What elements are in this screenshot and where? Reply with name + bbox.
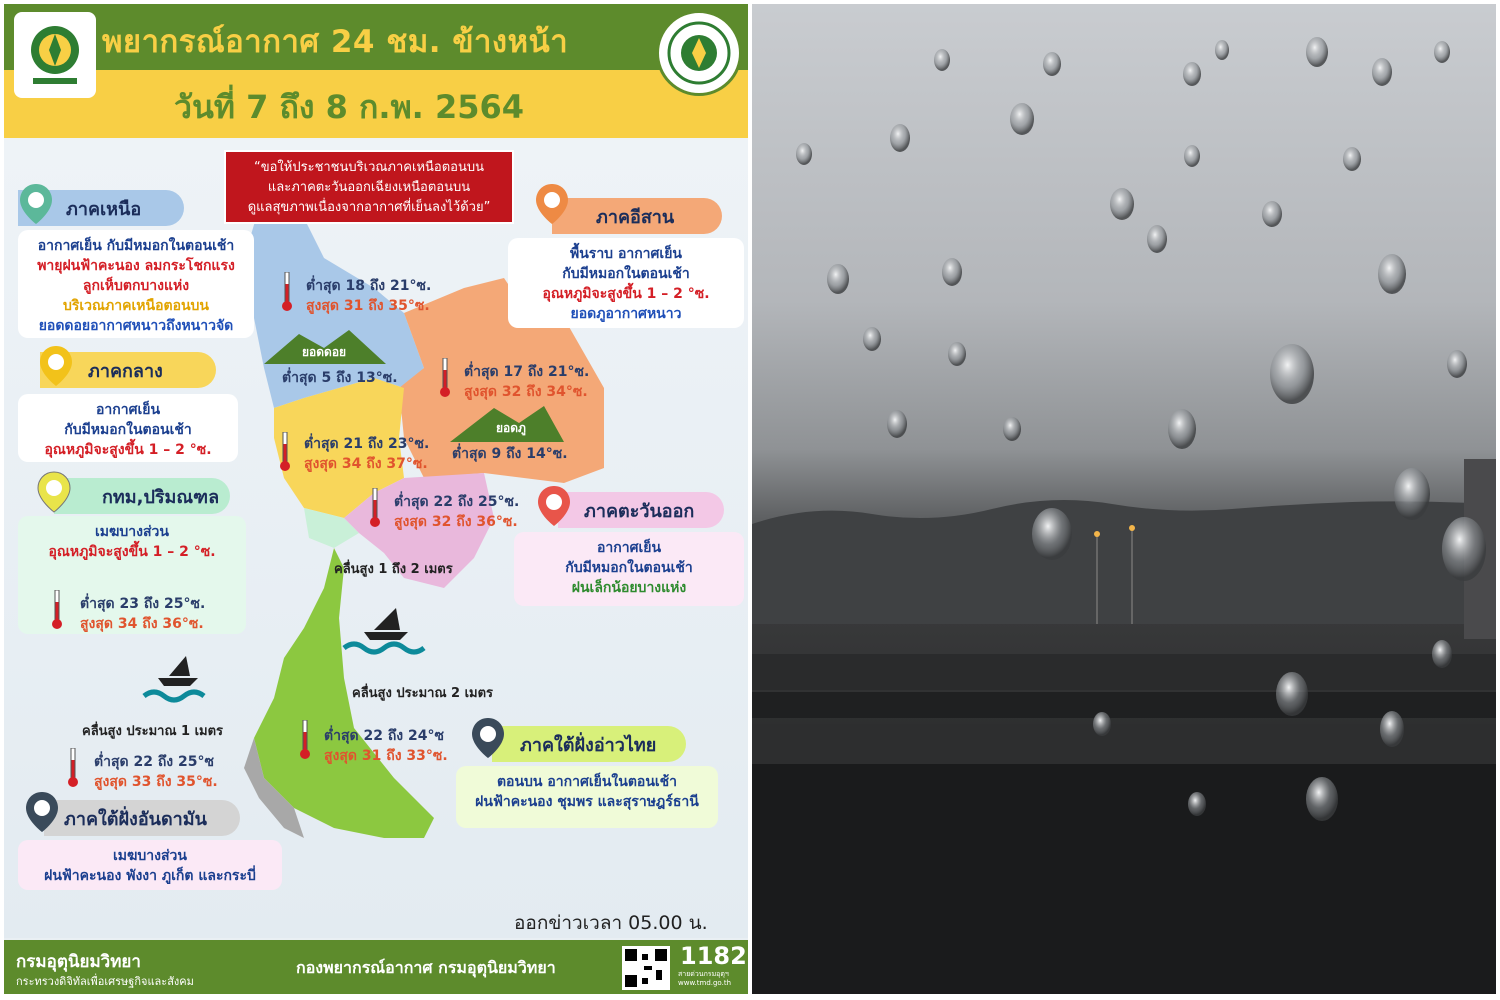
thermometer-icon (370, 488, 380, 528)
footer-division: กองพยากรณ์อากาศ กรมอุตุนิยมวิทยา (296, 958, 556, 977)
location-pin-icon (534, 182, 570, 226)
central-info: อากาศเย็น กับมีหมอกในตอนเช้า อุณหภูมิจะสูงขึ้น 1 – 2 °ซ. (18, 394, 238, 462)
bangkok-info: เมฆบางส่วน อุณหภูมิจะสูงขึ้น 1 – 2 °ซ. (18, 516, 246, 634)
andaman-wave-icon (144, 656, 204, 700)
location-pin-icon (38, 344, 74, 388)
location-pin-icon (536, 484, 572, 528)
thermometer-icon (280, 432, 290, 472)
footer-ministry: กระทรวงดิจิทัลเพื่อเศรษฐกิจและสังคม (16, 975, 194, 988)
north-temp: ต่ำสุด 18 ถึง 21°ซ. สูงสุด 31 ถึง 35°ซ. (306, 278, 432, 314)
location-pin-icon (24, 790, 60, 834)
gulf-lower-wave-label: คลื่นสูง ประมาณ 2 เมตร (352, 686, 494, 701)
footer-org: กรมอุตุนิยมวิทยา (16, 952, 141, 972)
gulf-wave-icon (344, 608, 424, 652)
north-header: ภาคเหนือ (18, 190, 184, 226)
south-andaman-header: ภาคใต้ฝั่งอันดามัน (44, 800, 240, 836)
south-andaman-temp: ต่ำสุด 22 ถึง 25°ซ สูงสุด 33 ถึง 35°ซ. (94, 754, 218, 790)
bangkok-temp: ต่ำสุด 23 ถึง 25°ซ. สูงสุด 34 ถึง 36°ซ. (80, 596, 206, 632)
location-pin-icon (470, 716, 506, 760)
qr-code-icon (622, 946, 670, 990)
footer (4, 940, 748, 994)
central-header: ภาคกลาง (40, 352, 216, 388)
bangkok-header: กทม,ปริมณฑล (54, 478, 230, 514)
thermometer-icon (68, 748, 78, 788)
rainy-window-photo (752, 4, 1496, 994)
thermometer-icon (52, 590, 62, 630)
hotline-info: สายด่วนกรมอุตุฯ www.tmd.go.th (678, 970, 731, 987)
andaman-wave-label: คลื่นสูง ประมาณ 1 เมตร (82, 724, 224, 739)
forecast-date: วันที่ 7 ถึง 8 ก.พ. 2564 (174, 88, 525, 126)
gulf-upper-wave-label: คลื่นสูง 1 ถึง 2 เมตร (334, 562, 453, 577)
northeast-header: ภาคอีสาน (552, 198, 722, 234)
doi-label: ยอดดอย (302, 345, 347, 359)
northeast-info: พื้นราบ อากาศเย็น กับมีหมอกในตอนเช้า อุณหภูมิจะสูงขึ้น 1 – 2 °ซ. ยอดภูอากาศหนาว (508, 238, 744, 328)
page-title: พยากรณ์อากาศ 24 ชม. ข้างหน้า (102, 24, 569, 60)
north-info: อากาศเย็น กับมีหมอกในตอนเช้า พายุฝนฟ้าคะนอง ลมกระโชกแรง ลูกเห็บตกบางแห่ง บริเวณภาคเหนือตอนบน ยอดดอยอากาศหนาวถึงหนาวจัด (18, 230, 254, 338)
thermometer-icon (300, 720, 310, 760)
south-gulf-header: ภาคใต้ฝั่งอ่าวไทย (492, 726, 686, 762)
ministry-logo (14, 12, 96, 98)
south-gulf-info: ตอนบน อากาศเย็นในตอนเช้า ฝนฟ้าคะนอง ชุมพร และสุราษฎร์ธานี (456, 766, 718, 828)
location-pin-icon (36, 470, 72, 514)
east-header: ภาคตะวันออก (558, 492, 724, 528)
northeast-temp: ต่ำสุด 17 ถึง 21°ซ. สูงสุด 32 ถึง 34°ซ. (464, 364, 590, 400)
rain-scene (752, 4, 1496, 994)
location-pin-icon (18, 182, 54, 226)
issued-time: ออกข่าวเวลา 05.00 น. (514, 912, 708, 934)
hotline-number: 1182 (680, 942, 747, 970)
central-temp: ต่ำสุด 21 ถึง 23°ซ. สูงสุด 34 ถึง 37°ซ. (304, 436, 430, 472)
east-temp: ต่ำสุด 22 ถึง 25°ซ. สูงสุด 32 ถึง 36°ซ. (394, 494, 520, 530)
phu-label: ยอดภู (496, 421, 526, 435)
south-gulf-temp: ต่ำสุด 22 ถึง 24°ซ สูงสุด 31 ถึง 33°ซ. (324, 728, 448, 764)
thermometer-icon (440, 358, 450, 398)
doi-temp: ต่ำสุด 5 ถึง 13°ซ. (282, 370, 398, 386)
south-andaman-info: เมฆบางส่วน ฝนฟ้าคะนอง พังงา ภูเก็ต และกระบี่ (18, 840, 282, 890)
phu-temp: ต่ำสุด 9 ถึง 14°ซ. (452, 446, 568, 462)
weather-forecast-poster (4, 4, 748, 994)
health-notice: “ขอให้ประชาชนบริเวณภาคเหนือตอนบน และภาคตะวันออกเฉียงเหนือตอนบน ดูแลสุขภาพเนื่องจากอากาศที่เย็นลงไว้ด้วย” (224, 150, 514, 224)
tmd-logo (656, 10, 742, 96)
east-info: อากาศเย็น กับมีหมอกในตอนเช้า ฝนเล็กน้อยบางแห่ง (514, 532, 744, 606)
thermometer-icon (282, 272, 292, 312)
